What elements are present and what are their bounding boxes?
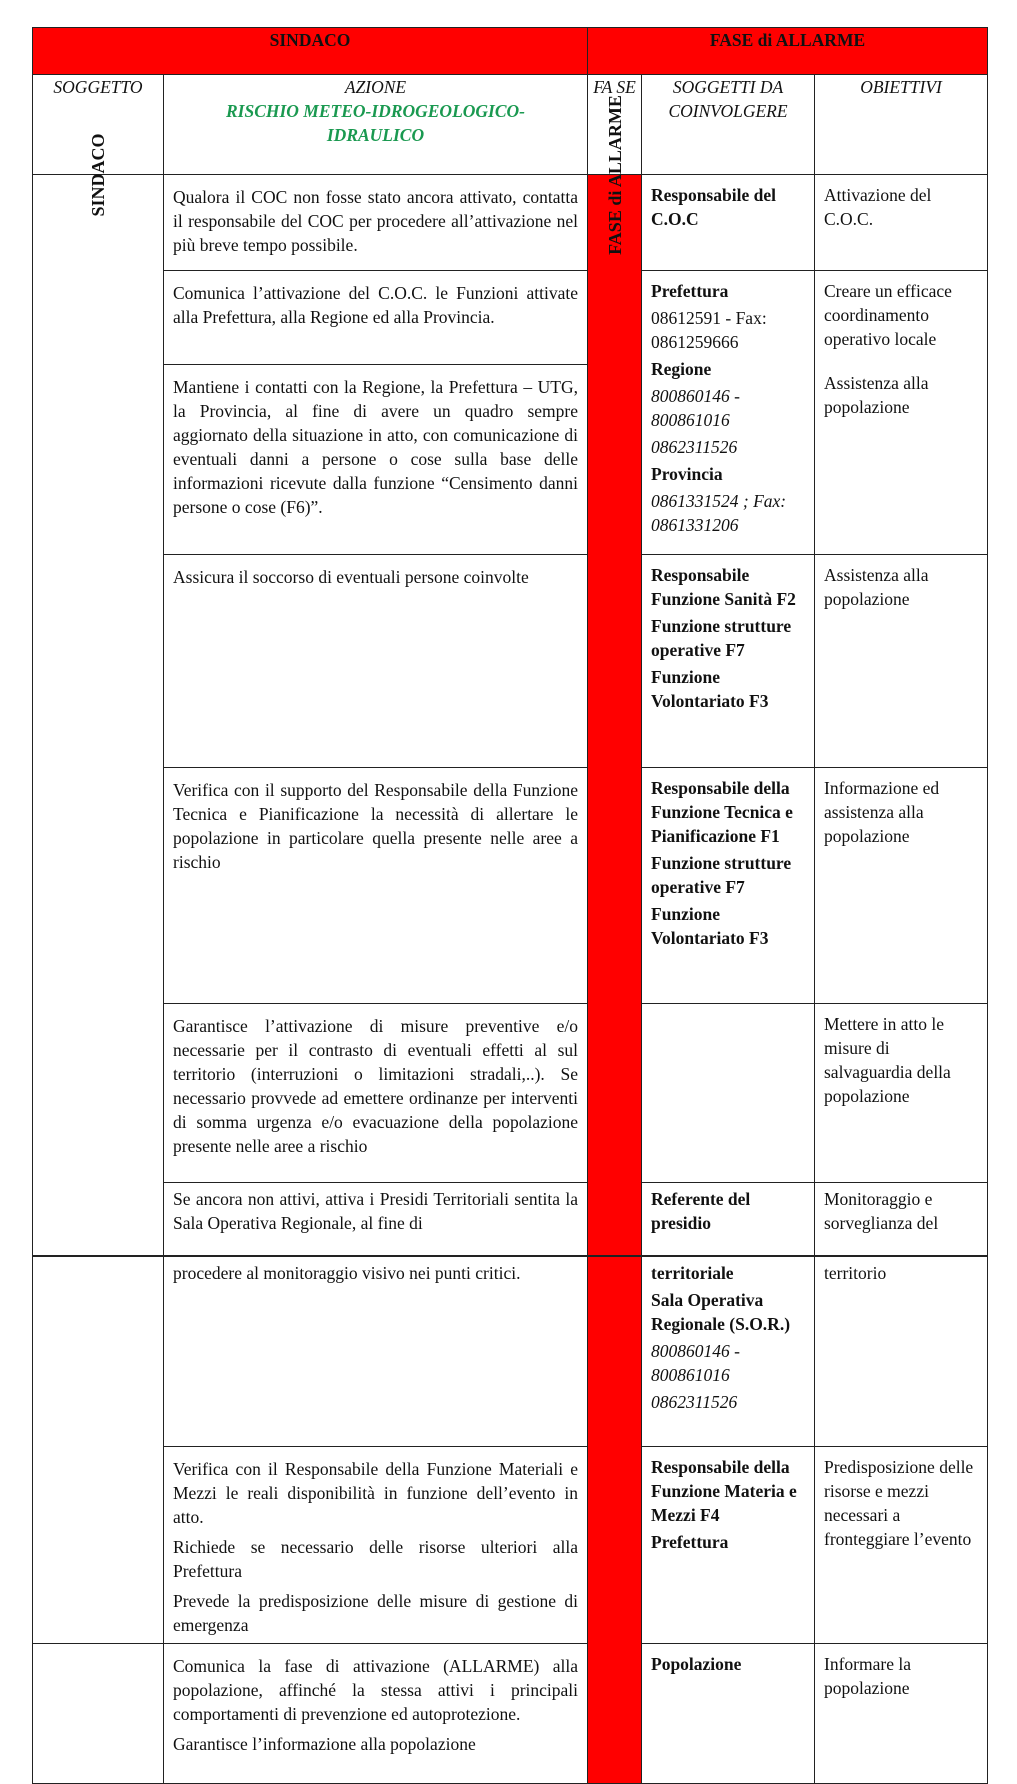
- obiettivo-text: Predisposizione delle risorse e mezzi necessari a fronteggiare l’evento: [824, 1457, 974, 1549]
- col-azione-label: AZIONE: [344, 77, 407, 97]
- soggetto-text: Responsabile della Funzione Tecnica e Pianificazione F1: [651, 778, 793, 846]
- soggetto-text: Funzione strutture operative F7: [651, 853, 792, 897]
- soggetto-text: Responsabile della Funzione Materia e Mezzi F4: [651, 1457, 797, 1525]
- obiettivo-text: Informazione ed assistenza alla popolazione: [824, 778, 940, 846]
- table-row: [33, 1644, 988, 1784]
- azione-cell: [164, 1257, 588, 1447]
- obiettivo-text: Attivazione del C.O.C.: [824, 185, 932, 229]
- azione-text: procedere al monitoraggio visivo nei punti critici.: [173, 1263, 521, 1283]
- obiettivo-text: Monitoraggio e sorveglianza del: [824, 1189, 939, 1233]
- soggetti-cell: [642, 1257, 815, 1447]
- azione-text: Comunica la fase di attivazione (ALLARME) alla popolazione, affinché la stessa attivi i principali comportamenti di prevenzione ed autoprotezione.: [173, 1656, 578, 1724]
- soggetti-cell: [642, 271, 815, 555]
- obiettivi-cell: [815, 1644, 988, 1784]
- soggetto-text: Sala Operativa Regionale (S.O.R.): [651, 1290, 791, 1334]
- soggetto-sindaco-label: SINDACO: [88, 133, 108, 217]
- azione-text: Garantisce l’attivazione di misure preventive e/o necessarie per il contrasto di eventuali effetti al sul territorio (interruzioni o limitazioni stradali,..). Se necessario provvede ad emettere ordinanze per interventi di somma urgenza e/o evacuazione della popolazione presente nelle aree a rischio: [173, 1016, 578, 1156]
- soggetti-cell: [642, 1644, 815, 1784]
- table-row: [33, 1257, 988, 1447]
- fase-column: [588, 95, 642, 1256]
- obiettivi-cell: [815, 768, 988, 1004]
- azione-cell: [164, 175, 588, 271]
- azione-text: Richiede se necessario delle risorse ulteriori alla Prefettura: [173, 1537, 578, 1581]
- obiettivi-cell: [815, 1183, 988, 1256]
- soggetto-text: 0862311526: [651, 1392, 738, 1412]
- soggetto-text: Funzione Volontariato F3: [651, 667, 769, 711]
- soggetto-text: Prefettura: [651, 281, 729, 301]
- obiettivi-cell: [815, 1257, 988, 1447]
- obiettivi-cell: [815, 1004, 988, 1183]
- soggetti-cell: [642, 768, 815, 1004]
- soggetto-text: 800860146 - 800861016: [651, 386, 740, 430]
- header-sindaco: SINDACO: [33, 28, 588, 75]
- obiettivi-cell: [815, 271, 988, 555]
- azione-text: Prevede la predisposizione delle misure di gestione di emergenza: [173, 1591, 578, 1635]
- table-row: [33, 768, 988, 1004]
- column-header-row: [33, 75, 988, 175]
- soggetto-text: Referente del presidio: [651, 1189, 751, 1233]
- fase-column: [588, 1257, 642, 1784]
- table-row: [33, 555, 988, 768]
- azione-text: Verifica con il supporto del Responsabile della Funzione Tecnica e Pianificazione la necessità di allertare le popolazione in particolare quella presente nelle aree a rischio: [173, 780, 578, 872]
- soggetto-text: Prefettura: [651, 1532, 729, 1552]
- soggetti-cell: [642, 555, 815, 768]
- azione-text: Mantiene i contatti con la Regione, la Prefettura – UTG, la Provincia, al fine di avere un quadro sempre aggiornato della situazione in atto, con comunicazione di eventuali danni a persone o cose sulla base delle informazioni ricevute dalla funzione “Censimento danni persone o cose (F6)”.: [173, 377, 578, 517]
- col-soggetto: SOGGETTO: [33, 75, 164, 175]
- fase-allarme-label: FASE di ALLARME: [604, 95, 625, 255]
- soggetto-text: Responsabile del C.O.C: [651, 185, 776, 229]
- obiettivo-text: Assistenza alla popolazione: [824, 373, 929, 417]
- table-header-row: [33, 28, 988, 75]
- soggetto-text: Funzione strutture operative F7: [651, 616, 792, 660]
- col-rischio-label: RISCHIO METEO-IDROGEOLOGICO-IDRAULICO: [225, 101, 525, 145]
- procedure-table-2: [32, 1256, 988, 1784]
- azione-text: Garantisce l’informazione alla popolazione: [173, 1734, 476, 1754]
- obiettivi-cell: [815, 175, 988, 271]
- azione-cell: [164, 1644, 588, 1784]
- header-fase-allarme: FASE di ALLARME: [588, 28, 988, 75]
- soggetto-cell: [33, 1257, 164, 1644]
- soggetto-text: 0862311526: [651, 437, 738, 457]
- table-row: [33, 1183, 988, 1256]
- col-fase-label: FA SE: [593, 77, 636, 97]
- soggetto-text: territoriale: [651, 1263, 734, 1283]
- soggetti-cell: [642, 1447, 815, 1644]
- azione-cell: [164, 365, 588, 555]
- col-azione: [164, 75, 588, 175]
- table-row: [33, 271, 988, 365]
- azione-cell: [164, 768, 588, 1004]
- azione-cell: [164, 1004, 588, 1183]
- soggetto-text: 0861331524 ; Fax: 0861331206: [651, 491, 787, 535]
- azione-cell: [164, 1183, 588, 1256]
- soggetto-text: 08612591 - Fax: 0861259666: [651, 308, 767, 352]
- soggetto-text: Regione: [651, 359, 712, 379]
- table-row: [33, 175, 988, 271]
- azione-text: Qualora il COC non fosse stato ancora attivato, contatta il responsabile del COC per procedere all’attivazione nel più breve tempo possibile.: [173, 187, 578, 255]
- col-soggetti-label: SOGGETTI DA COINVOLGERE: [668, 77, 788, 121]
- azione-text: Se ancora non attivi, attiva i Presidi Territoriali sentita la Sala Operativa Regionale, al fine di: [173, 1189, 578, 1233]
- obiettivo-text: Creare un efficace coordinamento operativo locale: [824, 281, 952, 349]
- azione-text: Assicura il soccorso di eventuali persone coinvolte: [173, 567, 529, 587]
- soggetto-text: Popolazione: [651, 1654, 742, 1674]
- obiettivi-cell: [815, 1447, 988, 1644]
- obiettivo-text: Assistenza alla popolazione: [824, 565, 929, 609]
- table-row: [33, 1004, 988, 1183]
- obiettivo-text: territorio: [824, 1263, 887, 1283]
- azione-cell: [164, 555, 588, 768]
- soggetto-cell: [33, 1644, 164, 1784]
- soggetti-cell: [642, 1004, 815, 1183]
- soggetto-cell: [33, 133, 164, 1256]
- col-obiettivi: OBIETTIVI: [815, 75, 988, 175]
- soggetto-text: Responsabile Funzione Sanità F2: [651, 565, 796, 609]
- table-row: [33, 1447, 988, 1644]
- azione-text: Verifica con il Responsabile della Funzione Materiali e Mezzi le reali disponibilità in funzione dell’evento in atto.: [173, 1459, 578, 1527]
- azione-text: Comunica l’attivazione del C.O.C. le Funzioni attivate alla Prefettura, alla Regione ed alla Provincia.: [173, 283, 578, 327]
- soggetto-text: Funzione Volontariato F3: [651, 904, 769, 948]
- azione-cell: [164, 1447, 588, 1644]
- obiettivo-text: Mettere in atto le misure di salvaguardia della popolazione: [824, 1014, 951, 1106]
- col-soggetti: [642, 75, 815, 175]
- soggetto-text: Provincia: [651, 464, 723, 484]
- soggetti-cell: [642, 1183, 815, 1256]
- procedure-table-1: [32, 27, 988, 1256]
- azione-cell: [164, 271, 588, 365]
- obiettivi-cell: [815, 555, 988, 768]
- soggetto-text: 800860146 - 800861016: [651, 1341, 740, 1385]
- soggetti-cell: [642, 175, 815, 271]
- obiettivo-text: Informare la popolazione: [824, 1654, 911, 1698]
